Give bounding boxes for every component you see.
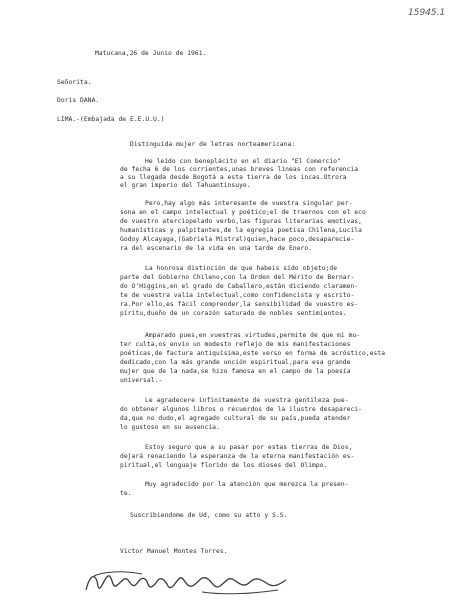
- body-line: La honrosa distinción de que habeis sido objeto;de: [145, 265, 338, 272]
- body-line: lo gustoso en su ausencia.: [120, 424, 220, 431]
- place-date: Matucana,26 de Junio de 1961.: [95, 50, 207, 57]
- signature-name: Victor Manuel Montes Torres.: [120, 548, 228, 555]
- salutation-title: Señorita.: [57, 79, 92, 86]
- body-line: He leído con beneplácito en el diario "El Comercio": [145, 158, 341, 165]
- body-line: Estoy seguro que a su pasar por estas tierras de Dios,: [145, 444, 353, 451]
- body-line: te de vuestra valía intelectual,como confidencista y escrito-: [120, 292, 355, 299]
- body-line: Muy agradecido por la atención que merezca la presen-: [145, 481, 349, 488]
- body-line: ra.Por ello,es fácil comprender,la sensibilidad de vuestro es-: [120, 301, 359, 308]
- body-line: Pero,hay algo más interesante de vuestra singular per-: [145, 200, 353, 207]
- body-line: do O'Higgins,en el grado de Caballero,están diciendo claramen-: [120, 283, 359, 290]
- body-line: universal.-: [120, 377, 163, 384]
- body-line: ra del escenario de la vida en una tarde de Enero.: [120, 245, 313, 252]
- body-line: dedicado,con la más grande unción espiritual,para esa grande: [120, 359, 351, 366]
- body-line: píritu,dueño de un corazón saturado de nobles sentimientos.: [120, 310, 347, 317]
- closing-line: Suscribiendome de Ud, como su atto y S.S.: [130, 512, 288, 519]
- body-line: mujer que de la nada,se hizo famosa en el campo de la poesía: [120, 368, 351, 375]
- recipient-name: Doris DANA.: [57, 97, 100, 104]
- body-line: Godoy Alcayaga,(Gabriela Mistral)quien,hace poco,desaparecie-: [120, 236, 355, 243]
- body-line: sona en el campo intelectual y poético;el de traernos con el eco: [120, 209, 366, 216]
- archive-number: 15945.1: [408, 8, 446, 18]
- body-line: humanísticas y palpitantes,de la egregia poetisa Chilena,Lucila: [120, 227, 362, 234]
- body-line: ter culta,os envío un modesto reflejo de mis manifestaciones: [120, 341, 351, 348]
- body-line: da,que no dudo,el agregado cultural de su país,pueda atender: [120, 415, 351, 422]
- body-line: Amparado pues,en vuestras virtudes,permite de que mi mu-: [145, 332, 361, 339]
- body-line: dejará renaciendo la esperanza de la eterna manifestación es-: [120, 453, 355, 460]
- body-line: piritual,el lenguaje florido de los dioses del Olimpo.: [120, 462, 328, 469]
- body-line: de fecha 6 de los corrientes,unas breves líneas con referencia: [120, 166, 359, 173]
- body-line: Le agradecere infinitamente de vuestra gentileza pue-: [145, 397, 349, 404]
- recipient-address: LIMA.-(Embajada de E.E.U.U.): [57, 116, 165, 123]
- body-line: te.: [120, 490, 132, 497]
- handwritten-signature: [82, 568, 292, 598]
- body-line: poéticas,de factura antiquísima,este verso en forma de acróstico,esta: [120, 350, 386, 357]
- body-line: a su llegada desde Bogotá a esta tierra de los incas.Otrora: [120, 174, 347, 181]
- body-line: parte del Gobierno Chileno,con la Orden del Mérito de Bernar-: [120, 274, 355, 281]
- body-line: de vuestro aterciopelado verbo,las figuras literarias emotivas,: [120, 218, 362, 225]
- body-line: el gran imperio del Tahuantinsuyo.: [120, 182, 251, 189]
- body-line: do obtener algunos libros o recuerdos de la ilustre desapareci-: [120, 406, 362, 413]
- greeting: Distinguida mujer de letras norteamericana:: [130, 141, 296, 148]
